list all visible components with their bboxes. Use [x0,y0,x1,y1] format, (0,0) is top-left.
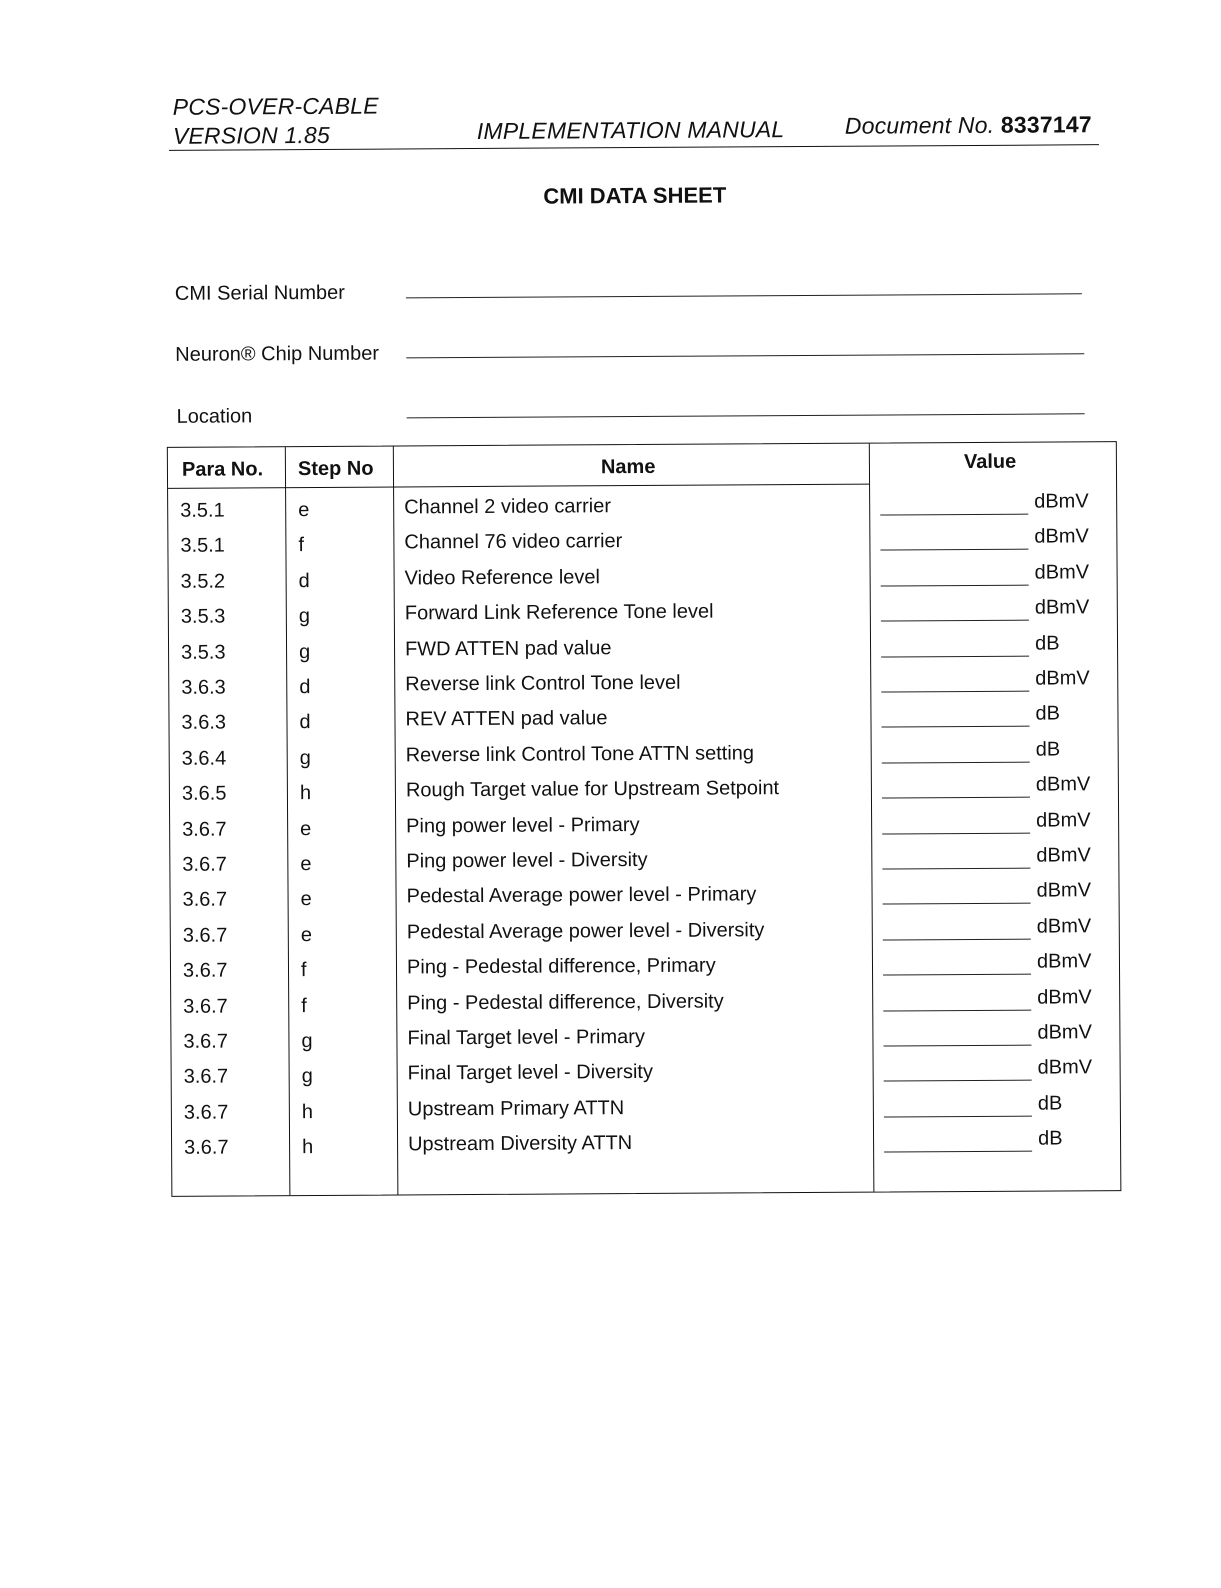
para-number: 3.6.5 [181,782,227,805]
serial-number-field[interactable] [406,293,1082,298]
para-number: 3.6.7 [182,959,228,982]
value-entry-line[interactable] [881,691,1029,693]
step-number: f [300,959,307,982]
value-entry-line[interactable] [883,938,1031,940]
serial-number-label: CMI Serial Number [174,281,345,305]
measurement-name: Reverse link Control Tone ATTN setting [405,742,755,767]
value-unit: dB [1034,632,1060,655]
para-number: 3.6.4 [181,747,227,770]
value-entry-line[interactable] [882,726,1030,728]
header-document-number [845,111,1092,140]
table-row [170,844,1118,885]
measurement-name: Final Target level - Primary [407,1025,645,1050]
value-unit: dBmV [1036,950,1092,973]
step-number: g [298,640,311,663]
column-header-para: Para No. [181,458,264,481]
table-row [168,525,1116,566]
para-number: 3.5.3 [180,605,226,628]
header-manual-title: IMPLEMENTATION MANUAL [476,116,785,144]
value-unit: dB [1037,1092,1063,1115]
measurement-name: Video Reference level [404,566,600,590]
value-entry-line[interactable] [881,584,1029,586]
step-number: h [299,782,312,805]
para-number: 3.6.7 [183,1065,229,1089]
value-unit: dBmV [1034,525,1089,548]
measurement-name: Upstream Primary ATTN [407,1096,625,1121]
value-entry-line[interactable] [883,1045,1031,1047]
para-number: 3.6.7 [184,1136,229,1159]
measurement-name: Final Target level - Diversity [407,1061,653,1085]
value-unit: dBmV [1035,773,1091,796]
step-number: g [299,746,311,769]
step-number: g [298,605,311,628]
document-label: Document No. [844,111,995,139]
value-unit: dBmV [1036,879,1092,902]
step-number: g [301,1065,313,1088]
table-row [169,561,1117,602]
measurement-name: Reverse link Control Tone level [405,671,681,696]
step-number: d [299,711,311,734]
value-unit: dB [1035,738,1061,761]
table-row [170,879,1118,920]
para-number: 3.6.7 [182,888,228,912]
table-row [171,986,1119,1027]
table-row [172,1092,1120,1133]
para-number: 3.5.2 [180,570,226,593]
para-number: 3.6.7 [182,853,227,876]
table-row [171,915,1119,956]
value-unit: dBmV [1036,915,1092,938]
measurement-name: FWD ATTEN pad value [404,636,612,661]
table-row [171,950,1119,991]
table-row [169,702,1117,743]
value-entry-line[interactable] [881,620,1029,622]
value-entry-line[interactable] [880,514,1028,516]
value-entry-line[interactable] [882,868,1030,870]
value-unit: dBmV [1034,490,1089,513]
step-number: e [300,888,312,911]
step-number: f [301,994,307,1017]
column-header-step: Step No [297,457,374,481]
document-number: 8337147 [1000,111,1092,138]
measurement-name: Channel 76 video carrier [404,530,623,554]
header-rule [168,484,869,489]
table-row [172,1127,1120,1168]
para-number: 3.6.3 [181,711,227,735]
value-entry-line[interactable] [882,797,1030,799]
step-number: h [302,1136,314,1159]
table-row [170,773,1118,814]
step-number: d [298,569,310,592]
value-entry-line[interactable] [884,1115,1032,1117]
step-number: f [298,534,305,557]
table-row [171,1021,1119,1062]
table-row [169,596,1117,637]
measurement-name: Forward Link Reference Tone level [404,600,714,625]
para-number: 3.6.7 [182,924,228,947]
value-entry-line[interactable] [881,655,1029,657]
value-unit: dBmV [1037,1056,1093,1079]
value-unit: dBmV [1036,844,1091,867]
step-number: e [300,853,312,876]
column-header-value: Value [963,450,1017,474]
page-title: CMI DATA SHEET [543,182,727,209]
para-number: 3.6.7 [183,1101,229,1124]
measurement-name: Rough Target value for Upstream Setpoint [405,777,780,802]
table-row [170,738,1118,779]
value-entry-line[interactable] [882,761,1030,763]
value-entry-line[interactable] [883,974,1031,976]
data-table [167,441,1122,1197]
step-number: e [300,817,312,840]
step-number: d [299,676,311,699]
value-unit: dBmV [1035,667,1090,690]
table-row [169,667,1117,708]
measurement-name: Pedestal Average power level - Primary [406,883,757,908]
para-number: 3.5.1 [180,534,225,558]
value-entry-line[interactable] [884,1151,1032,1153]
para-number: 3.5.3 [180,641,226,664]
measurement-name: Upstream Diversity ATTN [408,1132,633,1156]
step-number: e [298,499,310,522]
step-number: e [300,923,312,946]
step-number: h [301,1100,314,1123]
header-product: PCS-OVER-CABLE [172,92,379,120]
para-number: 3.5.1 [180,499,225,522]
value-unit: dBmV [1036,808,1091,832]
value-unit: dBmV [1034,596,1090,619]
value-unit: dBmV [1037,1021,1092,1044]
value-entry-line[interactable] [880,549,1028,551]
measurement-name: Pedestal Average power level - Diversity [406,919,765,944]
chip-number-field[interactable] [406,353,1084,358]
value-entry-line[interactable] [884,1080,1032,1082]
step-number: g [301,1030,313,1053]
value-entry-line[interactable] [883,903,1031,905]
column-header-name: Name [600,455,656,479]
location-field[interactable] [407,413,1085,418]
value-unit: dB [1037,1127,1063,1150]
table-row [170,809,1118,850]
value-unit: dB [1035,702,1060,725]
table-row [169,632,1117,673]
header-version: VERSION 1.85 [172,121,331,149]
measurement-name: REV ATTEN pad value [405,707,608,731]
table-body [168,490,1116,1159]
location-label: Location [176,405,253,428]
value-unit: dBmV [1037,985,1092,1009]
table-row [168,490,1116,531]
measurement-name: Ping - Pedestal difference, Diversity [407,990,724,1015]
table-row [172,1056,1120,1097]
para-number: 3.6.3 [181,676,226,699]
measurement-name: Ping power level - Primary [406,813,640,838]
chip-number-label: Neuron® Chip Number [175,342,380,366]
para-number: 3.6.7 [182,818,227,841]
value-entry-line[interactable] [882,832,1030,834]
value-unit: dBmV [1034,561,1090,584]
measurement-name: Ping power level - Diversity [406,848,648,873]
value-entry-line[interactable] [883,1009,1031,1011]
para-number: 3.6.7 [183,1030,228,1053]
para-number: 3.6.7 [183,995,228,1018]
measurement-name: Channel 2 video carrier [404,495,612,519]
measurement-name: Ping - Pedestal difference, Primary [406,954,716,979]
